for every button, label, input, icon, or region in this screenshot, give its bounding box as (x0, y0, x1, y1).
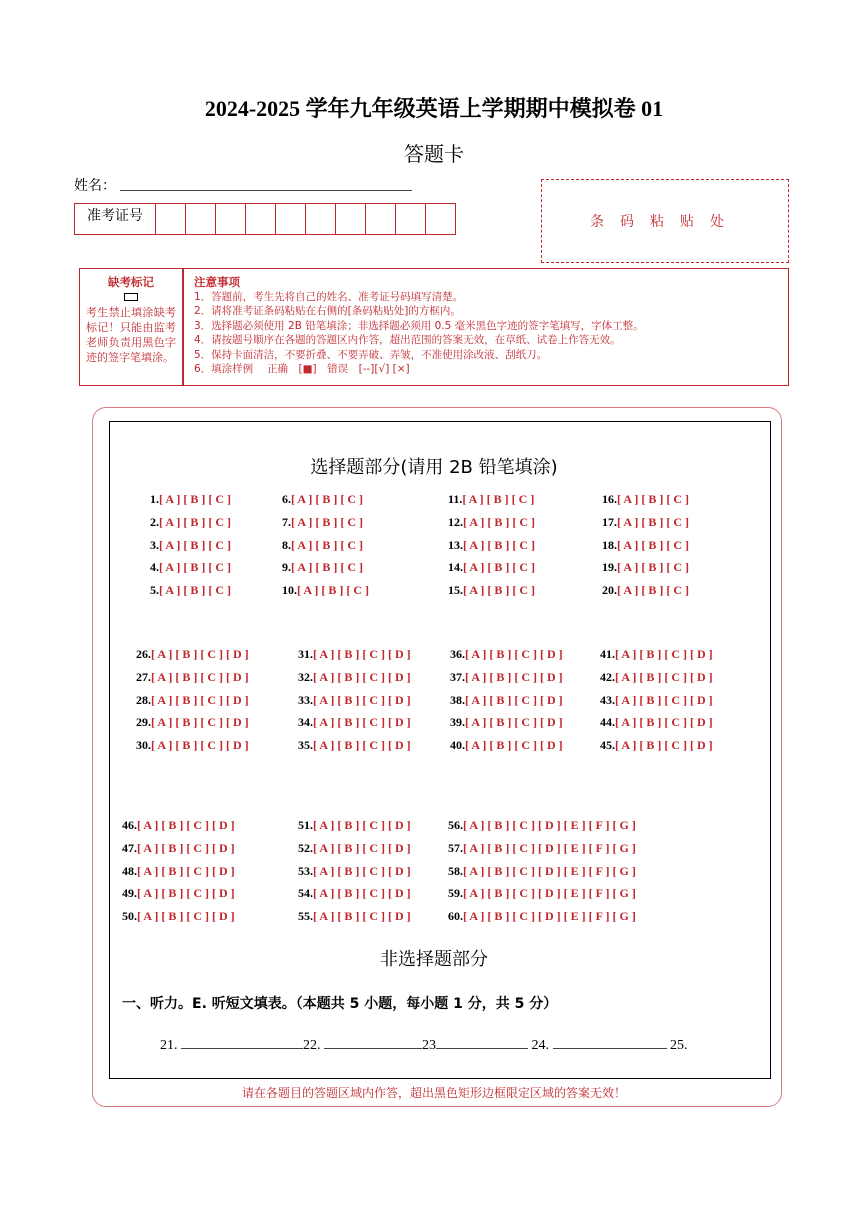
answer-options[interactable]: [ A ] [ B ] [ C ] [ D ] [ E ] [ F ] [ G ] (463, 909, 636, 924)
choice-question[interactable] (600, 715, 713, 730)
answer-options[interactable]: [ A ] [ B ] [ C ] (297, 583, 369, 598)
answer-blank[interactable] (324, 1034, 422, 1049)
choice-question[interactable] (136, 647, 249, 662)
blank-label: 22. (303, 1038, 321, 1053)
choice-question[interactable] (450, 693, 563, 708)
answer-options[interactable]: [ A ] [ B ] [ C ] [ D ] (313, 738, 411, 753)
question-number: 45. (600, 738, 615, 753)
choice-question[interactable] (136, 670, 249, 685)
question-number: 56. (448, 818, 463, 832)
question-number: 40. (450, 738, 465, 753)
exam-number-cell[interactable] (216, 204, 246, 234)
choice-question[interactable] (448, 583, 535, 598)
exam-number-cell[interactable] (276, 204, 306, 234)
answer-options[interactable]: [ A ] [ B ] [ C ] [ D ] [ E ] [ F ] [ G ] (463, 886, 636, 901)
choice-question[interactable] (298, 818, 411, 833)
answer-options[interactable]: [ A ] [ B ] [ C ] (617, 560, 689, 575)
nonchoice-section-title: 非选择题部分 (380, 949, 488, 970)
question-number: 39. (450, 715, 465, 730)
question-number: 26. (136, 647, 151, 661)
answer-options[interactable]: [ A ] [ B ] [ C ] [ D ] (313, 863, 411, 878)
answer-options[interactable]: [ A ] [ B ] [ C ] [ D ] (615, 692, 713, 707)
answer-options[interactable]: [ A ] [ B ] [ C ] [ D ] (313, 715, 411, 730)
choice-question[interactable] (298, 738, 411, 753)
choice-question[interactable] (600, 670, 713, 685)
answer-options[interactable]: [ A ] [ B ] [ C ] [ D ] (615, 715, 713, 730)
question-number: 54. (298, 886, 313, 901)
answer-options[interactable]: [ A ] [ B ] [ C ] [ D ] (151, 669, 249, 684)
choice-question[interactable] (602, 492, 689, 507)
question-number: 44. (600, 715, 615, 730)
page-subtitle: 答题卡 (404, 142, 464, 166)
answer-options[interactable]: [ A ] [ B ] [ C ] (159, 537, 231, 552)
notice-item: 3．选择题必须使用 2B 铅笔填涂；非选择题必须用 0.5 毫米黑色字迹的签字笔填写，字体工整。 (194, 319, 644, 332)
answer-options[interactable]: [ A ] [ B ] [ C ] [ D ] (313, 909, 411, 924)
choice-question[interactable] (282, 492, 363, 507)
choice-question[interactable] (150, 538, 231, 553)
choice-question[interactable] (298, 670, 411, 685)
exam-number-box (74, 203, 456, 235)
answer-options[interactable]: [ A ] [ B ] [ C ] (463, 560, 535, 575)
notice-box (183, 268, 789, 386)
question-number: 2. (150, 514, 159, 529)
answer-options[interactable]: [ A ] [ B ] [ C ] [ D ] (151, 738, 249, 753)
answer-options[interactable]: [ A ] [ B ] [ C ] (463, 514, 535, 529)
question-number: 50. (122, 909, 137, 924)
exam-number-cell[interactable] (336, 204, 366, 234)
question-number: 20. (602, 583, 617, 598)
question-number: 59. (448, 886, 463, 901)
choice-question[interactable] (282, 515, 363, 530)
footer-note: 请在各题目的答题区域内作答，超出黑色矩形边框限定区域的答案无效！ (241, 1086, 626, 1100)
answer-options[interactable]: [ A ] [ B ] [ C ] (617, 514, 689, 529)
answer-options[interactable]: [ A ] [ B ] [ C ] (159, 514, 231, 529)
answer-options[interactable]: [ A ] [ B ] [ C ] [ D ] (615, 738, 713, 753)
choice-question[interactable] (448, 538, 535, 553)
question-number: 37. (450, 669, 465, 684)
answer-options[interactable]: [ A ] [ B ] [ C ] [ D ] (465, 692, 563, 707)
choice-question[interactable] (136, 715, 249, 730)
choice-section-title: 选择题部分(请用 2B 铅笔填涂) (310, 457, 558, 478)
answer-options[interactable]: [ A ] [ B ] [ C ] [ D ] (313, 886, 411, 901)
answer-options[interactable]: [ A ] [ B ] [ C ] (159, 560, 231, 575)
question-number: 19. (602, 560, 617, 575)
question-number: 46. (122, 818, 137, 832)
blank-label: 21. (160, 1038, 178, 1053)
answer-options[interactable]: [ A ] [ B ] [ C ] [ D ] (313, 669, 411, 684)
absent-mark-title: 缺考标记 (108, 275, 154, 289)
answer-options[interactable]: [ A ] [ B ] [ C ] (159, 492, 231, 506)
question-number: 35. (298, 738, 313, 753)
notice-item: 2．请将准考证条码粘贴在右侧的[条码粘贴处]的方框内。 (194, 305, 461, 317)
question-number: 55. (298, 909, 313, 924)
choice-question[interactable] (282, 560, 363, 575)
question-number: 14. (448, 560, 463, 575)
question-number: 18. (602, 537, 617, 552)
answer-options[interactable]: [ A ] [ B ] [ C ] [ D ] [ E ] [ F ] [ G ] (463, 818, 636, 832)
answer-options[interactable]: [ A ] [ B ] [ C ] [ D ] (465, 738, 563, 753)
choice-question[interactable] (450, 738, 563, 753)
question-number: 5. (150, 583, 159, 598)
choice-question[interactable] (122, 909, 235, 924)
answer-options[interactable]: [ A ] [ B ] [ C ] (617, 492, 689, 506)
answer-options[interactable]: [ A ] [ B ] [ C ] [ D ] (313, 818, 411, 832)
question-number: 9. (282, 560, 291, 575)
question-number: 15. (448, 583, 463, 598)
blank-label: 24. (531, 1038, 549, 1053)
question-number: 47. (122, 840, 137, 855)
notice-item: 4．请按题号顺序在各题的答题区内作答，超出范围的答案无效，在草纸、试卷上作答无效。 (194, 334, 621, 346)
exam-number-label: 准考证号 (75, 204, 156, 234)
answer-options[interactable]: [ A ] [ B ] [ C ] [ D ] (465, 715, 563, 730)
exam-number-cell[interactable] (186, 204, 216, 234)
answer-options[interactable]: [ A ] [ B ] [ C ] [ D ] (137, 840, 235, 855)
listening-blanks (160, 1034, 688, 1054)
answer-options[interactable]: [ A ] [ B ] [ C ] [ D ] (137, 818, 235, 832)
question-number: 8. (282, 537, 291, 552)
answer-options[interactable]: [ A ] [ B ] [ C ] [ D ] (615, 647, 713, 661)
question-number: 30. (136, 738, 151, 753)
choice-question[interactable] (282, 583, 369, 598)
choice-question[interactable] (450, 670, 563, 685)
exam-number-cell[interactable] (246, 204, 276, 234)
answer-options[interactable]: [ A ] [ B ] [ C ] [ D ] (151, 692, 249, 707)
question-number: 34. (298, 715, 313, 730)
answer-options[interactable]: [ A ] [ B ] [ C ] [ D ] (313, 647, 411, 661)
answer-blank[interactable] (553, 1034, 667, 1049)
choice-question[interactable] (448, 492, 534, 507)
choice-question[interactable] (298, 693, 411, 708)
question-number: 12. (448, 514, 463, 529)
choice-question[interactable] (122, 886, 235, 901)
question-number: 10. (282, 583, 297, 598)
listening-heading: 一、听力。E. 听短文填表。（本题共 5 小题，每小题 1 分，共 5 分） (122, 996, 558, 1012)
choice-question[interactable] (600, 647, 713, 662)
choice-question[interactable] (150, 492, 231, 507)
question-number: 48. (122, 863, 137, 878)
answer-options[interactable]: [ A ] [ B ] [ C ] (463, 583, 535, 598)
question-number: 4. (150, 560, 159, 575)
question-number: 38. (450, 692, 465, 707)
question-number: 42. (600, 669, 615, 684)
question-number: 6. (282, 492, 291, 506)
question-number: 58. (448, 863, 463, 878)
answer-options[interactable]: [ A ] [ B ] [ C ] [ D ] (615, 669, 713, 684)
answer-options[interactable]: [ A ] [ B ] [ C ] [ D ] (465, 647, 563, 661)
question-number: 36. (450, 647, 465, 661)
answer-options[interactable]: [ A ] [ B ] [ C ] (291, 492, 363, 506)
question-number: 49. (122, 886, 137, 901)
question-number: 33. (298, 692, 313, 707)
answer-options[interactable]: [ A ] [ B ] [ C ] (291, 514, 363, 529)
question-number: 1. (150, 492, 159, 506)
choice-question[interactable] (602, 538, 689, 553)
choice-question[interactable] (448, 515, 535, 530)
answer-options[interactable]: [ A ] [ B ] [ C ] [ D ] [ E ] [ F ] [ G ] (463, 863, 636, 878)
question-number: 60. (448, 909, 463, 924)
choice-question[interactable] (150, 583, 231, 598)
choice-question[interactable] (448, 886, 636, 901)
answer-options[interactable]: [ A ] [ B ] [ C ] [ D ] (151, 647, 249, 661)
answer-blank[interactable] (436, 1034, 528, 1049)
notice-item: 5．保持卡面清洁，不要折叠、不要弄破、弄皱，不准使用涂改液、刮纸刀。 (194, 348, 548, 361)
choice-question[interactable] (298, 886, 411, 901)
exam-number-cell[interactable] (156, 204, 186, 234)
answer-options[interactable]: [ A ] [ B ] [ C ] (463, 537, 535, 552)
exam-number-cell[interactable] (306, 204, 336, 234)
answer-options[interactable]: [ A ] [ B ] [ C ] (291, 537, 363, 552)
choice-question[interactable] (298, 715, 411, 730)
blank-label: 23 (422, 1038, 436, 1053)
choice-question[interactable] (602, 515, 689, 530)
absent-mark-box (79, 268, 183, 386)
choice-question[interactable] (122, 841, 235, 856)
choice-question[interactable] (298, 909, 411, 924)
answer-options[interactable]: [ A ] [ B ] [ C ] (617, 537, 689, 552)
question-number: 3. (150, 537, 159, 552)
question-number: 52. (298, 840, 313, 855)
choice-question[interactable] (136, 693, 249, 708)
notice-item: 6．填涂样例 正确 [■] 错误 [--][√] [×] (194, 363, 410, 375)
choice-question[interactable] (298, 647, 411, 662)
answer-blank[interactable] (181, 1034, 303, 1049)
question-number: 31. (298, 647, 313, 661)
question-number: 16. (602, 492, 617, 506)
answer-options[interactable]: [ A ] [ B ] [ C ] [ D ] (465, 669, 563, 684)
choice-question[interactable] (448, 818, 636, 833)
answer-options[interactable]: [ A ] [ B ] [ C ] [ D ] (313, 692, 411, 707)
barcode-label: 条码粘贴处 (590, 214, 740, 230)
answer-options[interactable]: [ A ] [ B ] [ C ] (291, 560, 363, 575)
choice-question[interactable] (150, 560, 231, 575)
answer-options[interactable]: [ A ] [ B ] [ C ] [ D ] (137, 909, 235, 924)
question-number: 11. (448, 492, 463, 506)
choice-question[interactable] (602, 560, 689, 575)
choice-question[interactable] (298, 864, 411, 879)
answer-options[interactable]: [ A ] [ B ] [ C ] [ D ] (313, 840, 411, 855)
choice-question[interactable] (448, 560, 535, 575)
choice-question[interactable] (298, 841, 411, 856)
choice-question[interactable] (600, 693, 713, 708)
absent-mark-checkbox[interactable] (124, 293, 138, 301)
question-number: 29. (136, 715, 151, 730)
choice-question[interactable] (600, 738, 713, 753)
choice-question[interactable] (448, 841, 636, 856)
notice-item: 1．答题前，考生先将自己的姓名、准考证号码填写清楚。 (194, 290, 464, 303)
barcode-area (541, 179, 789, 263)
choice-question[interactable] (448, 909, 636, 924)
answer-options[interactable]: [ A ] [ B ] [ C ] (159, 583, 231, 598)
answer-options[interactable]: [ A ] [ B ] [ C ] (462, 492, 535, 506)
choice-question[interactable] (122, 818, 235, 833)
answer-options[interactable]: [ A ] [ B ] [ C ] [ D ] (151, 715, 249, 730)
question-number: 27. (136, 669, 151, 684)
choice-question[interactable] (122, 864, 235, 879)
question-number: 43. (600, 692, 615, 707)
page-title: 2024-2025 学年九年级英语上学期期中模拟卷 01 (204, 96, 664, 121)
question-number: 32. (298, 669, 313, 684)
name-label: 姓名： (74, 178, 116, 194)
answer-options[interactable]: [ A ] [ B ] [ C ] [ D ] (137, 886, 235, 901)
choice-question[interactable] (448, 864, 636, 879)
choice-question[interactable] (150, 515, 231, 530)
question-number: 57. (448, 840, 463, 855)
question-number: 53. (298, 863, 313, 878)
answer-options[interactable]: [ A ] [ B ] [ C ] (617, 583, 689, 598)
question-number: 41. (600, 647, 615, 661)
name-field[interactable] (120, 190, 412, 191)
exam-number-cell[interactable] (396, 204, 426, 234)
question-number: 51. (298, 818, 313, 832)
exam-number-cell[interactable] (366, 204, 396, 234)
answer-options[interactable]: [ A ] [ B ] [ C ] [ D ] [ E ] [ F ] [ G ] (463, 840, 636, 855)
question-number: 13. (448, 537, 463, 552)
question-number: 17. (602, 514, 617, 529)
choice-question[interactable] (450, 647, 563, 662)
choice-question[interactable] (450, 715, 563, 730)
answer-options[interactable]: [ A ] [ B ] [ C ] [ D ] (137, 863, 235, 878)
notice-title: 注意事项 (194, 275, 240, 289)
blank-label: 25. (670, 1038, 688, 1053)
choice-question[interactable] (136, 738, 249, 753)
choice-question[interactable] (282, 538, 363, 553)
choice-question[interactable] (602, 583, 689, 598)
question-number: 28. (136, 692, 151, 707)
exam-number-cell[interactable] (426, 204, 455, 234)
absent-mark-text: 考生禁止填涂缺考标记！只能由监考老师负责用黑色字迹的签字笔填涂。 (86, 306, 176, 364)
question-number: 7. (282, 514, 291, 529)
